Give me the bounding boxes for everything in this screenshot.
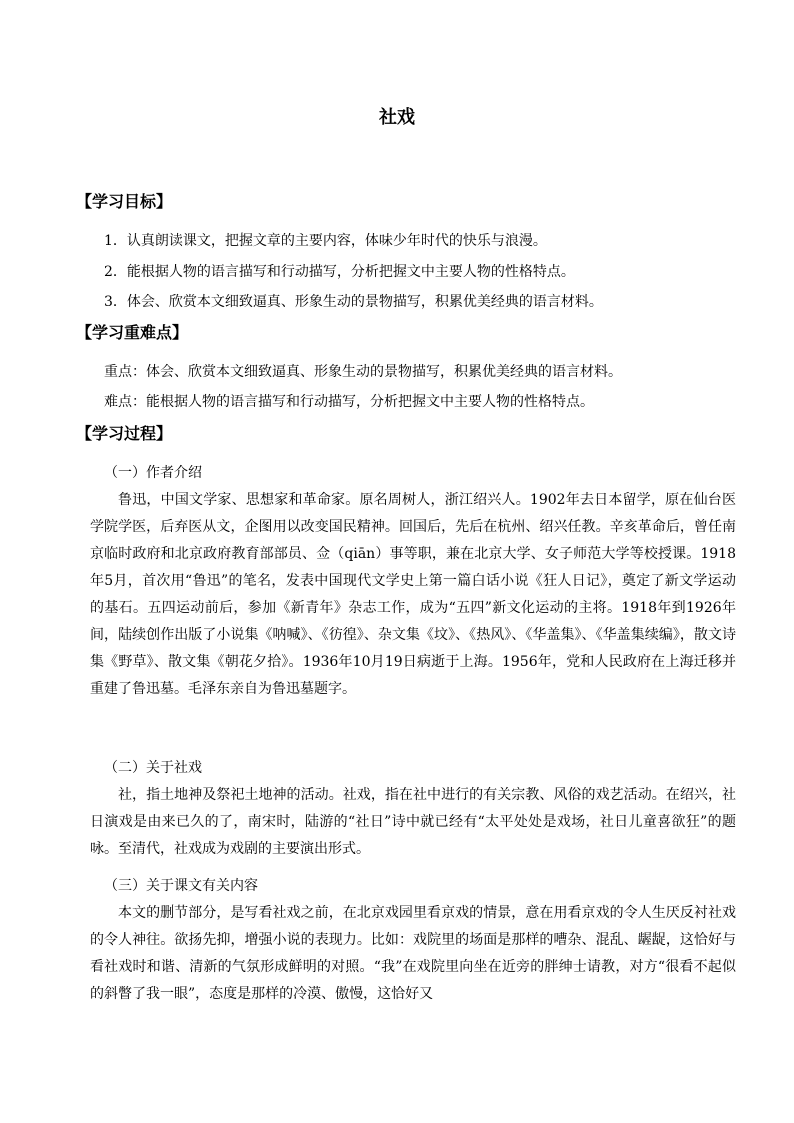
goal-item-3: 3．体会、欣赏本文细致逼真、形象生动的景物描写，积累优美经典的语言材料。 [104,294,603,310]
page-title: 社戏 [379,107,415,128]
section-heading-learning-goals: 【学习目标】 [76,192,173,211]
section-heading-key-points: 【学习重难点】 [76,323,189,342]
key-point-focus: 重点：体会、欣赏本文细致逼真、形象生动的景物描写，积累优美经典的语言材料。 [104,364,622,380]
section-heading-learning-process: 【学习过程】 [76,424,173,443]
paragraph-text-content: 本文的删节部分，是写看社戏之前，在北京戏园里看京戏的情景，意在用看京戏的令人生厌反衬社戏的令人神往。欲扬先抑，增强小说的表现力。比如：戏院里的场面是那样的嘈杂、混乱、龌龊，这恰好与看社戏时和谐、清新的气氛形成鲜明的对照。“我”在戏院里向坐在近旁的胖绅士请教，对方“很看不起似的斜瞥了我一眼”，态度是那样的冷漠、傲慢，这恰好又 [90,905,736,1002]
goal-item-1: 1．认真朗读课文，把握文章的主要内容，体味少年时代的快乐与浪漫。 [104,233,547,249]
subheading-author-intro: （一）作者介绍 [104,465,202,481]
paragraph-about-shexi: 社，指土地神及祭祀土地神的活动。社戏，指在社中进行的有关宗教、风俗的戏艺活动。在绍兴，社日演戏是由来已久的了，南宋时，陆游的“社日”诗中就已经有“太平处处是戏场，社日儿童喜欲狂”的题咏。至清代，社戏成为戏剧的主要演出形式。 [90,787,736,857]
paragraph-author-intro: 鲁迅，中国文学家、思想家和革命家。原名周树人，浙江绍兴人。1902年去日本留学，原在仙台医学院学医，后弃医从文，企图用以改变国民精神。回国后，先后在杭州、绍兴任教。辛亥革命后，曾任南京临时政府和北京政府教育部部员、佥（qiān）事等职，兼在北京大学、女子师范大学等校授课。1918年5月，首次用“鲁迅”的笔名，发表中国现代文学史上第一篇白话小说《狂人日记》，奠定了新文学运动的基石。五四运动前后，参加《新青年》杂志工作，成为“五四”新文化运动的主将。1918年到1926年间，陆续创作出版了小说集《呐喊》、《彷徨》、杂文集《坟》、《热风》、《华盖集》、《华盖集续编》，散文诗集《野草》、散文集《朝花夕拾》。1936年10月19日病逝于上海。1956年，党和人民政府在上海迁移并重建了鲁迅墓。毛泽东亲自为鲁迅墓题字。 [90,492,736,697]
goal-item-2: 2．能根据人物的语言描写和行动描写，分析把握文中主要人物的性格特点。 [104,264,575,280]
subheading-text-content: （三）关于课文有关内容 [104,878,258,894]
subheading-about-shexi: （二）关于社戏 [104,760,202,776]
key-point-difficulty: 难点：能根据人物的语言描写和行动描写，分析把握文中主要人物的性格特点。 [104,394,594,410]
